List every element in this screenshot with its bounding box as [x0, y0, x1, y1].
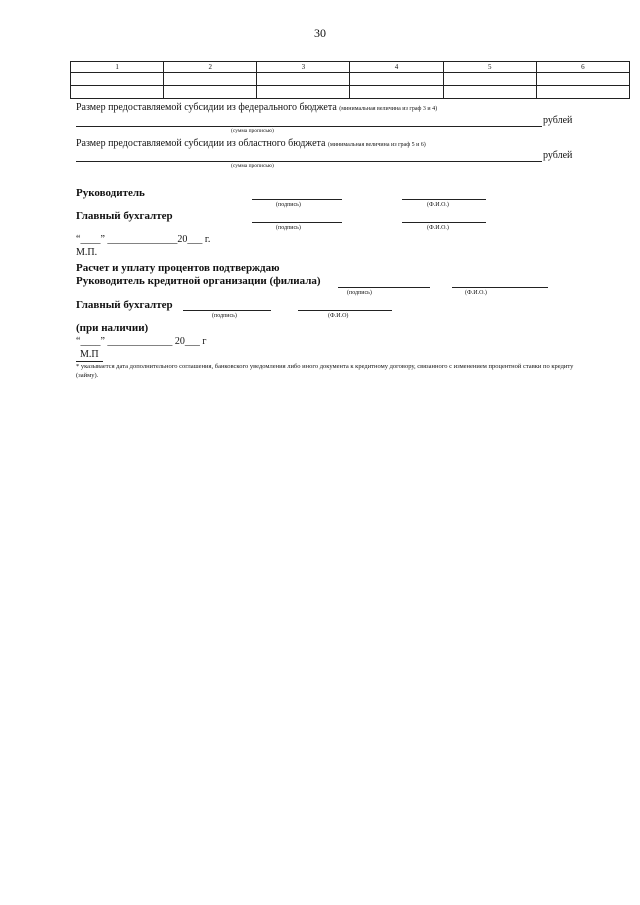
table-header-row	[71, 62, 630, 73]
if-any-label: (при наличии)	[76, 322, 149, 334]
table-cell[interactable]	[257, 73, 350, 86]
accountant-fio-caption: (Ф.И.О.)	[427, 225, 449, 231]
confirm-title: Расчет и уплату процентов подтверждаю	[76, 262, 280, 274]
regional-subsidy-note: (минимальная величина из граф 5 и 6)	[327, 142, 426, 148]
table-header-cell: 4	[350, 62, 443, 73]
footnote: * указывается дата дополнительного соглашения, банковского уведомления либо иного документа к кредитному договору, связанного с изменением процентной ставки по кредиту (займу).	[76, 363, 574, 379]
table-header-cell: 3	[257, 62, 350, 73]
page-number: 30	[314, 26, 326, 40]
accountant-signature-caption: (подпись)	[276, 225, 301, 231]
date-line-2[interactable]: “____” _____________ 20___ г	[76, 336, 207, 347]
bank-head-fio-line[interactable]	[452, 287, 548, 288]
table-header-cell: 6	[536, 62, 629, 73]
regional-currency: рублей	[543, 150, 573, 161]
table-cell[interactable]	[536, 73, 629, 86]
bank-accountant-label: Главный бухгалтер	[76, 299, 173, 311]
table-cell[interactable]	[350, 73, 443, 86]
subsidy-table	[70, 61, 630, 99]
bank-accountant-signature-line[interactable]	[183, 310, 271, 311]
head-signature-line[interactable]	[252, 199, 342, 200]
bank-accountant-signature-caption: (подпись)	[212, 313, 237, 319]
table-cell[interactable]	[350, 86, 443, 99]
table-header-cell: 1	[71, 62, 164, 73]
bank-accountant-fio-line[interactable]	[298, 310, 392, 311]
table-header-cell: 5	[443, 62, 536, 73]
head-signature-caption: (подпись)	[276, 202, 301, 208]
federal-subsidy-label: Размер предоставляемой субсидии из федерального бюджета (минимальная величина из граф 3 и 4)	[76, 102, 438, 113]
table-row	[71, 86, 630, 99]
bank-head-label: Руководитель кредитной организации (филиала)	[76, 275, 321, 287]
stamp-label: М.П.	[76, 247, 98, 258]
table-cell[interactable]	[164, 86, 257, 99]
federal-amount-line[interactable]	[76, 126, 542, 127]
bank-head-signature-line[interactable]	[338, 287, 430, 288]
regional-amount-words-caption: (сумма прописью)	[231, 163, 274, 169]
date-line[interactable]: “____” ______________20___ г.	[76, 234, 211, 245]
head-fio-caption: (Ф.И.О.)	[427, 202, 449, 208]
regional-amount-line[interactable]	[76, 161, 542, 162]
accountant-fio-line[interactable]	[402, 222, 486, 223]
head-label: Руководитель	[76, 187, 145, 199]
chief-accountant-label: Главный бухгалтер	[76, 210, 173, 222]
table-cell[interactable]	[71, 86, 164, 99]
bank-head-fio-caption: (Ф.И.О.)	[465, 290, 487, 296]
bank-head-signature-caption: (подпись)	[347, 290, 372, 296]
table-cell[interactable]	[164, 73, 257, 86]
table-row	[71, 73, 630, 86]
bank-accountant-fio-caption: (Ф.И.О)	[328, 313, 349, 319]
head-fio-line[interactable]	[402, 199, 486, 200]
accountant-signature-line[interactable]	[252, 222, 342, 223]
stamp-label-2: М.П	[80, 349, 99, 360]
table-cell[interactable]	[536, 86, 629, 99]
federal-amount-words-caption: (сумма прописью)	[231, 128, 274, 134]
federal-subsidy-note: (минимальная величина из граф 3 и 4)	[339, 106, 438, 112]
regional-subsidy-label: Размер предоставляемой субсидии из областного бюджета (минимальная величина из граф 5 и 6)	[76, 138, 426, 149]
federal-currency: рублей	[543, 115, 573, 126]
table-header-cell: 2	[164, 62, 257, 73]
table-cell[interactable]	[257, 86, 350, 99]
table-cell[interactable]	[443, 86, 536, 99]
table-cell[interactable]	[71, 73, 164, 86]
table-cell[interactable]	[443, 73, 536, 86]
